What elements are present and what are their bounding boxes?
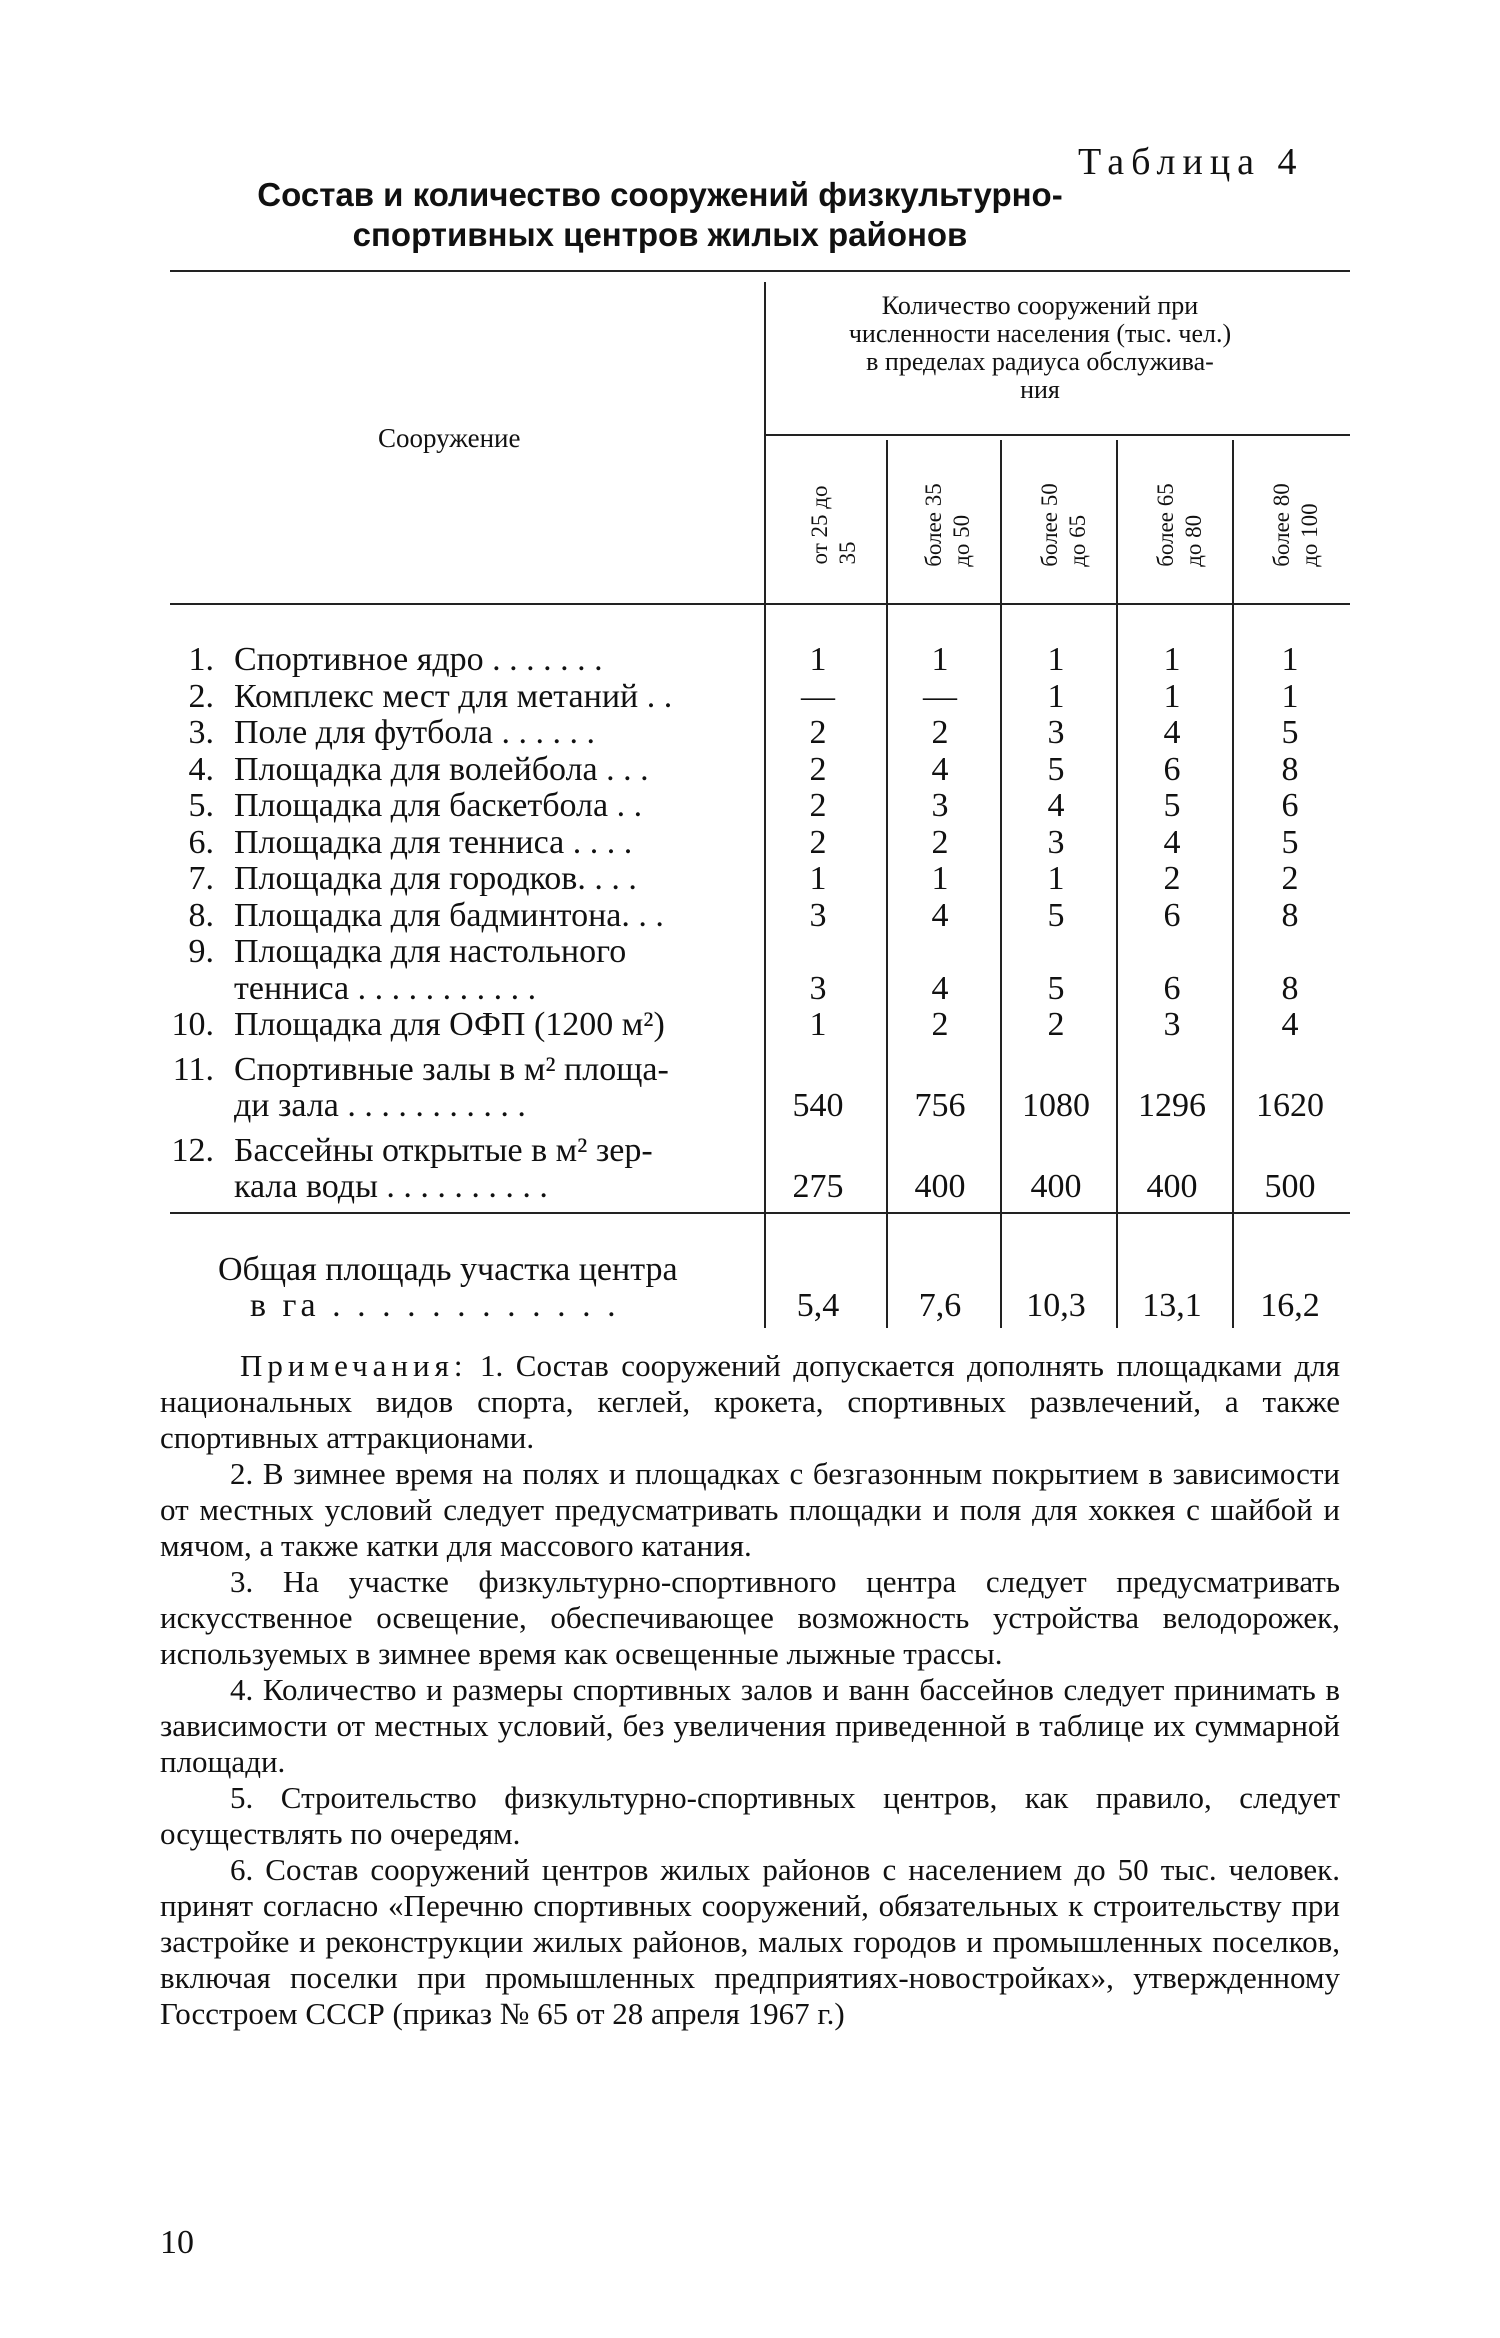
- table-cell: 1: [1163, 677, 1181, 715]
- table-cell: 1620: [1256, 1087, 1324, 1124]
- column-header-80-100: более 80 до 100: [1269, 483, 1322, 567]
- notes-section: [160, 1348, 1340, 2032]
- table-cell: 1: [1281, 677, 1299, 715]
- row-number: 6.: [188, 823, 214, 861]
- row-label: Площадка для ОФП (1200 м²): [234, 1006, 665, 1043]
- table-cell: 4: [1281, 1006, 1299, 1043]
- table-cell: 8: [1281, 969, 1299, 1007]
- row-number: 7.: [188, 860, 214, 897]
- note-6: 6. Состав сооружений центров жилых районов с населением до 50 тыс. человек. принят согласно «Перечню спортивных сооружений, обязательных к строительству при застройке и реконструкции жилых районов, малых городов и промышленных поселков, включая поселки при промышленных предприятиях-новостройках», утвержденному Госстроем СССР (приказ № 65 от 28 апреля 1967 г.): [160, 1852, 1340, 2031]
- table-cell: 1: [809, 860, 827, 897]
- table-cell: 2: [1281, 860, 1299, 897]
- table-cell: 6: [1163, 969, 1181, 1007]
- table-cell: 1: [809, 641, 827, 678]
- table-cell: 3: [1047, 823, 1065, 861]
- row-label: Комплекс мест для метаний . .: [234, 677, 673, 715]
- table-label: Таблица 4: [1078, 141, 1304, 183]
- total-cell: 7,6: [918, 1287, 962, 1324]
- note-2: 2. В зимнее время на полях и площадках с безгазонным покрытием в зависимости от местных условий следует предусматривать площадки и поля для хоккея с шайбой и мячом, а также катки для массового катания.: [160, 1456, 1340, 1563]
- table-cell: 5: [1047, 750, 1065, 788]
- row-number: 11.: [172, 1050, 214, 1088]
- total-row-label-line-1: Общая площадь участка центра: [218, 1251, 678, 1288]
- table-cell: 4: [931, 896, 949, 934]
- note-5: 5. Строительство физкультурно-спортивных центров, как правило, следует осуществлять по очередям.: [160, 1780, 1340, 1851]
- table-cell: 1: [931, 860, 949, 897]
- table-cell: 2: [809, 750, 827, 788]
- table-cell: 2: [809, 823, 827, 861]
- table-cell: 5: [1281, 823, 1299, 861]
- table-top-rule: [170, 270, 1350, 272]
- table-cell: 500: [1264, 1168, 1316, 1205]
- table-cell: 2: [809, 714, 827, 751]
- table-title-line-1: Состав и количество сооружений физкультурно-: [257, 176, 1063, 213]
- row-number: 10.: [171, 1006, 214, 1043]
- row-label: Площадка для тенниса . . . .: [234, 823, 633, 861]
- table-cell: 275: [792, 1168, 844, 1205]
- table-cell: 400: [1030, 1168, 1082, 1205]
- table-title-line-2: спортивных центров жилых районов: [352, 216, 968, 253]
- table-cell: 2: [931, 714, 949, 751]
- row-label: Площадка для бадминтона. . .: [234, 896, 664, 934]
- facility-column-header: Сооружение: [378, 423, 521, 453]
- table-cell: 2: [1163, 860, 1181, 897]
- column-header-35-50: более 35 до 50: [921, 483, 974, 567]
- row-number: 1.: [188, 641, 214, 678]
- row-label: тенниса . . . . . . . . . . .: [234, 969, 537, 1007]
- note-3: 3. На участке физкультурно-спортивного центра следует предусматривать искусственное освещение, обеспечивающее возможность устройства велодорожек, используемых в зимнее время как освещенные лыжные трассы.: [160, 1564, 1340, 1671]
- table-cell: —: [801, 677, 835, 715]
- column-header-50-65: более 50 до 65: [1037, 483, 1090, 567]
- table-cell: 6: [1281, 787, 1299, 824]
- row-number: 2.: [188, 677, 214, 715]
- table-cell: —: [923, 677, 957, 715]
- table-cell: 540: [792, 1087, 844, 1124]
- table-cell: 1: [1163, 641, 1181, 678]
- table-cell: 5: [1163, 787, 1181, 824]
- table-cell: 1: [1047, 860, 1065, 897]
- table-cell: 2: [931, 823, 949, 861]
- total-cell: 5,4: [796, 1287, 840, 1324]
- row-number: 8.: [188, 896, 214, 934]
- row-label: Площадка для городков. . . .: [234, 860, 637, 897]
- table-cell: 6: [1163, 896, 1181, 934]
- column-header-25-35: от 25 до 35: [807, 485, 860, 565]
- row-number: 12.: [171, 1131, 214, 1169]
- note-4: 4. Количество и размеры спортивных залов и ванн бассейнов следует принимать в зависимости от местных условий, без увеличения приведенной в таблице их суммарной площади.: [160, 1672, 1340, 1779]
- row-number: 5.: [188, 787, 214, 824]
- header-group-rule: [764, 434, 1350, 436]
- table-cell: 6: [1163, 750, 1181, 788]
- table-cell: 3: [931, 787, 949, 824]
- table-cell: 1: [1047, 641, 1065, 678]
- row-label: Спортивные залы в м² площа-: [234, 1050, 669, 1088]
- table-cell: 2: [1047, 1006, 1065, 1043]
- table-cell: 4: [931, 750, 949, 788]
- table-cell: 2: [931, 1006, 949, 1043]
- table-cell: 1: [809, 1006, 827, 1043]
- table-cell: 1: [931, 641, 949, 678]
- table-cell: 1080: [1022, 1087, 1090, 1124]
- total-cell: 10,3: [1026, 1287, 1086, 1324]
- row-label: Спортивное ядро . . . . . . .: [234, 641, 603, 678]
- table-cell: 756: [914, 1087, 966, 1124]
- total-cell: 13,1: [1142, 1287, 1202, 1324]
- row-label: кала воды . . . . . . . . . .: [234, 1168, 548, 1205]
- row-number: 4.: [188, 750, 214, 788]
- table-cell: 400: [1146, 1168, 1198, 1205]
- table-cell: 8: [1281, 896, 1299, 934]
- table-cell: 4: [1163, 714, 1181, 751]
- table-cell: 4: [1163, 823, 1181, 861]
- row-number: 3.: [188, 714, 214, 751]
- table-cell: 8: [1281, 750, 1299, 788]
- total-cell: 16,2: [1260, 1287, 1320, 1324]
- table-cell: 4: [1047, 787, 1065, 824]
- table-cell: 5: [1281, 714, 1299, 751]
- table-cell: 1: [1281, 641, 1299, 678]
- table-cell: 3: [809, 896, 827, 934]
- table-cell: 3: [809, 969, 827, 1007]
- table-cell: 3: [1163, 1006, 1181, 1043]
- table-cell: 1: [1047, 677, 1065, 715]
- table-cell: 1296: [1138, 1087, 1206, 1124]
- row-label: Площадка для настольного: [234, 933, 627, 970]
- table-cell: 5: [1047, 969, 1065, 1007]
- note-1: Примечания: 1. Состав сооружений допускается дополнять площадками для национальных видов спорта, кеглей, крокета, спортивных развлечений, а также спортивных аттракционами.: [160, 1348, 1340, 1455]
- page-number: 10: [160, 2224, 194, 2261]
- row-number: 9.: [188, 933, 214, 970]
- body-bottom-rule: [170, 1212, 1350, 1214]
- column-header-65-80: более 65 до 80: [1153, 483, 1206, 567]
- row-label: Площадка для баскетбола . .: [234, 787, 643, 824]
- row-label: Площадка для волейбола . . .: [234, 750, 649, 788]
- header-bottom-rule: [170, 603, 1350, 605]
- row-label: ди зала . . . . . . . . . . .: [234, 1087, 526, 1124]
- population-group-header: Количество сооружений при численности населения (тыс. чел.) в пределах радиуса обслужива- ния: [848, 291, 1232, 404]
- table-cell: 400: [914, 1168, 966, 1205]
- total-row-label-line-2: в га . . . . . . . . . . . .: [250, 1287, 620, 1324]
- table-cell: 2: [809, 787, 827, 824]
- table-cell: 3: [1047, 714, 1065, 751]
- table-cell: 5: [1047, 896, 1065, 934]
- row-label: Бассейны открытые в м² зер-: [234, 1131, 653, 1169]
- table-cell: 4: [931, 969, 949, 1007]
- row-label: Поле для футбола . . . . . .: [234, 714, 596, 751]
